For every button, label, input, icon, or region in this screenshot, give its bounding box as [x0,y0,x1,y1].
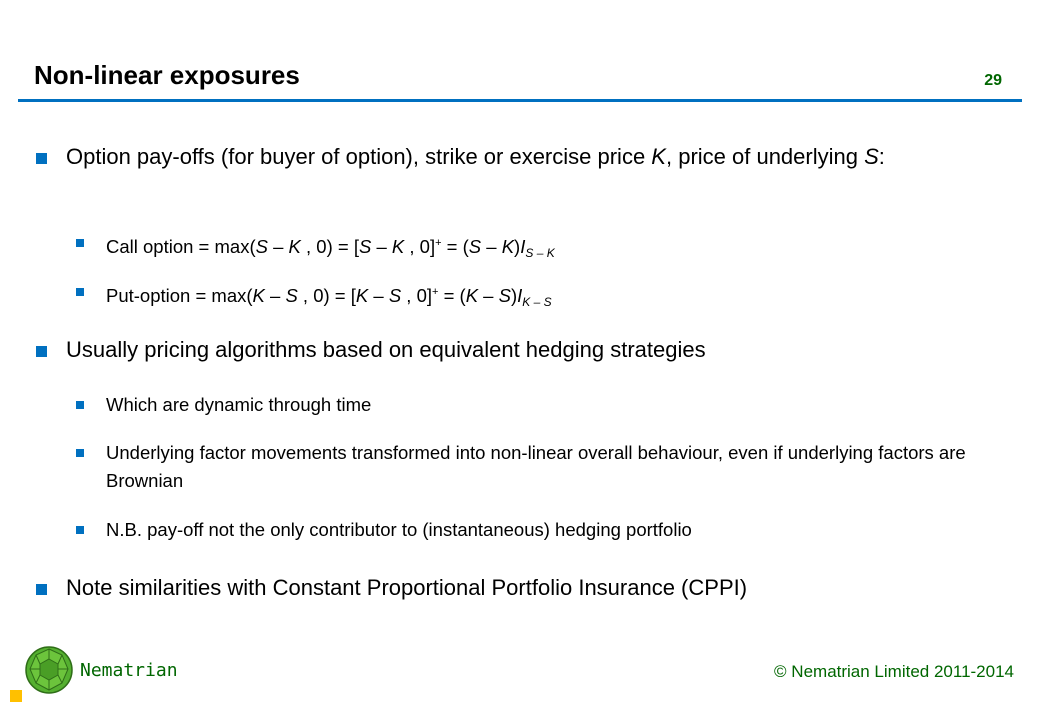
bullet-text: Put-option = max(K – S , 0) = [K – S , $0]^+ = (K - S)I_{K - S}$ [106,285,552,309]
bullet-text: Usually pricing algorithms based on equivalent hedging strategies [66,337,706,362]
bullet-pricing-algorithms [36,334,996,365]
sub-bullet-dynamic [76,391,996,419]
square-bullet-icon [36,584,47,595]
square-bullet-icon [76,449,84,457]
page-number: 29 [984,72,1002,89]
bullet-cppi [36,572,996,603]
copyright-notice: © Nematrian Limited 2011-2014 [774,662,1014,681]
bullet-text: Note similarities with Constant Proportional Portfolio Insurance (CPPI) [66,575,748,600]
square-bullet-icon [76,239,84,247]
bullet-text: N.B. pay-off not the only contributor to (instantaneous) hedging portfolio [106,519,692,540]
polyhedron-logo-icon [24,645,74,695]
sub-bullet-factor-movements [76,439,996,495]
square-bullet-icon [36,346,47,357]
bullet-text: Which are dynamic through time [106,394,372,415]
brand-name: Nematrian [80,660,178,681]
bullet-text: Option pay-offs (for buyer of option), strike or exercise price K, price of underlying S: [66,144,885,169]
bullet-text: Call option = max(S – K , 0) = [S – K , $0]^+ = (S - K)I_{S - K}$ [106,236,555,260]
sub-bullet-put-option [76,278,996,316]
square-bullet-icon [36,153,47,164]
corner-marker [10,690,22,702]
bullet-option-payoffs [36,141,996,172]
slide-title: Non-linear exposures [34,60,300,90]
square-bullet-icon [76,288,84,296]
title-divider [18,99,1022,102]
square-bullet-icon [76,526,84,534]
sub-bullet-nb-payoff [76,516,996,544]
square-bullet-icon [76,401,84,409]
sub-bullet-call-option [76,229,996,267]
bullet-text: Underlying factor movements transformed into non-linear overall behaviour, even if underlying factors are Brownian [106,442,966,491]
